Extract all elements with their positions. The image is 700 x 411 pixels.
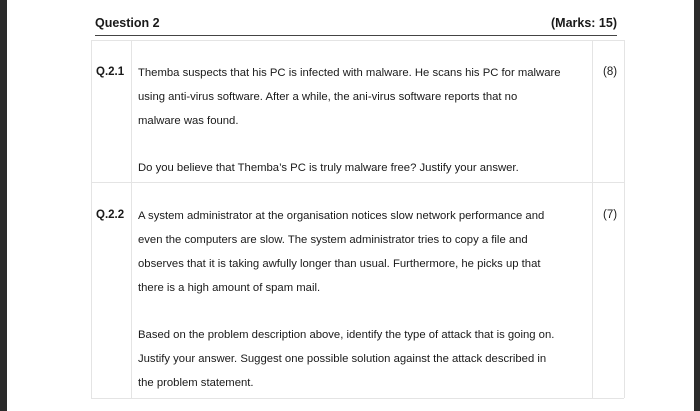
question-marks: (8) [603, 66, 618, 78]
text-line: observes that it is taking awfully longer than usual. Furthermore, he picks up that [138, 258, 541, 270]
question-body [138, 208, 590, 304]
question-header [95, 15, 617, 36]
text-line: malware was found. [138, 115, 239, 127]
question-number: Q.2.2 [96, 209, 125, 221]
question-prompt [138, 160, 590, 184]
question-title: Question 2 [95, 16, 160, 30]
question-body [138, 65, 590, 137]
question-number: Q.2.1 [96, 66, 125, 78]
text-line: there is a high amount of spam mail. [138, 282, 321, 294]
total-marks: (Marks: 15) [551, 16, 617, 30]
table-rule [624, 40, 625, 398]
table-rule [91, 40, 624, 41]
table-rule [131, 40, 132, 398]
left-frame-edge [0, 0, 7, 411]
question-prompt [138, 327, 590, 399]
text-line: Based on the problem description above, identify the type of attack that is going on. [138, 329, 555, 341]
text-line: the problem statement. [138, 377, 254, 389]
text-line: A system administrator at the organisation notices slow network performance and [138, 210, 545, 222]
text-line: using anti-virus software. After a while, the ani-virus software reports that no [138, 91, 518, 103]
text-line: Themba suspects that his PC is infected with malware. He scans his PC for malware [138, 67, 561, 79]
question-marks: (7) [603, 209, 618, 221]
table-rule [91, 40, 92, 398]
text-line: Do you believe that Themba’s PC is truly malware free? Justify your answer. [138, 162, 519, 174]
text-line: even the computers are slow. The system administrator tries to copy a file and [138, 234, 528, 246]
right-frame-edge [694, 0, 700, 411]
text-line: Justify your answer. Suggest one possible solution against the attack described in [138, 353, 547, 365]
table-rule [592, 40, 593, 398]
